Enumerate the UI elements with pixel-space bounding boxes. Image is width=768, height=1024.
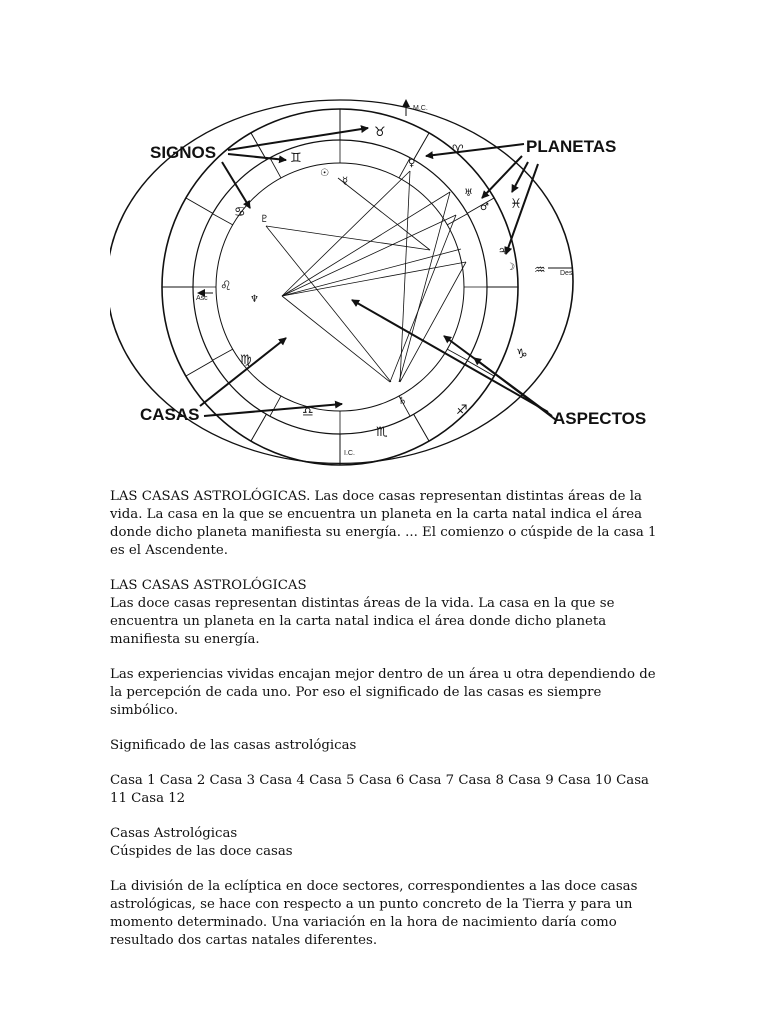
- paragraph-division: La división de la eclíptica en doce sectores, correspondientes a las doce casas astrológicas, se hace con respecto a un punto concreto de la Tierra y para un momento determinado. Una variación en la hora de nacimiento daría como resultado dos cartas natales diferentes.: [110, 879, 638, 948]
- section-title: LAS CASAS ASTROLÓGICAS: [110, 578, 307, 593]
- aquarius-icon: ♒: [534, 263, 546, 278]
- signos-label: SIGNOS: [150, 143, 217, 162]
- mercury-icon: ☿: [342, 176, 349, 187]
- gemini-icon: ♊: [290, 151, 302, 166]
- scorpio-icon: ♏: [376, 425, 388, 440]
- asc-label: Asc: [196, 295, 208, 302]
- cancer-icon: ♋: [234, 205, 246, 220]
- uranus-icon: ♅: [464, 188, 473, 199]
- cuspides-title: Casas Astrológicas: [110, 826, 238, 841]
- saturn-icon: ♄: [398, 396, 407, 407]
- neptune-icon: ♆: [250, 294, 259, 305]
- des-label: Des: [560, 270, 573, 277]
- venus-icon: ♀: [408, 158, 416, 169]
- sun-icon: ☉: [320, 168, 329, 179]
- mc-label: M.C.: [413, 105, 428, 112]
- mars-icon: ♂: [480, 202, 489, 213]
- astrology-chart-figure: [110, 82, 656, 472]
- libra-icon: ♎: [302, 405, 314, 420]
- paragraph-casas-list: Casa 1 Casa 2 Casa 3 Casa 4 Casa 5 Casa 6 Casa 7 Casa 8 Casa 9 Casa 10 Casa 11 Casa 12: [110, 773, 649, 806]
- taurus-icon: ♉: [374, 125, 386, 140]
- house-inner-circle: [216, 163, 464, 411]
- aspect-lines: [266, 171, 466, 382]
- pluto-icon: ♇: [260, 214, 269, 225]
- cuspides-subtitle: Cúspides de las doce casas: [110, 844, 293, 859]
- paragraph-cuspides: [110, 825, 670, 861]
- casas-label: CASAS: [140, 405, 200, 424]
- document-body: [110, 488, 670, 967]
- section-body: Las doce casas representan distintas áreas de la vida. La casa en la que se encuentra un planeta en la carta natal indica el área donde dicho planeta manifiesta su energía.: [110, 596, 615, 647]
- zodiac-inner-circle: [193, 140, 487, 434]
- paragraph-experiences: Las experiencias vividas encajan mejor dentro de un área u otra dependiendo de la percepción de cada uno. Por eso el significado de las casas es siempre simbólico.: [110, 667, 656, 718]
- pisces-icon: ♓: [510, 197, 522, 212]
- virgo-icon: ♍: [240, 353, 252, 368]
- sagittarius-icon: ♐: [456, 403, 468, 418]
- paragraph-section: [110, 577, 670, 649]
- planetas-label: PLANETAS: [526, 137, 617, 156]
- aries-icon: ♈: [452, 143, 464, 158]
- ic-label: I.C.: [344, 450, 355, 457]
- jupiter-icon: ♃: [498, 246, 507, 257]
- capricorn-icon: ♑: [516, 347, 528, 362]
- paragraph-intro: LAS CASAS ASTROLÓGICAS. Las doce casas representan distintas áreas de la vida. La casa en la que se encuentra un planeta en la carta natal indica el área donde dicho planeta manifiesta su energía. ... El comienzo o cúspide de la casa 1 es el Ascendente.: [110, 489, 657, 558]
- leo-icon: ♌: [220, 279, 232, 294]
- aspectos-label: ASPECTOS: [553, 409, 647, 428]
- moon-icon: ☽: [506, 262, 515, 273]
- paragraph-significado: Significado de las casas astrológicas: [110, 738, 357, 753]
